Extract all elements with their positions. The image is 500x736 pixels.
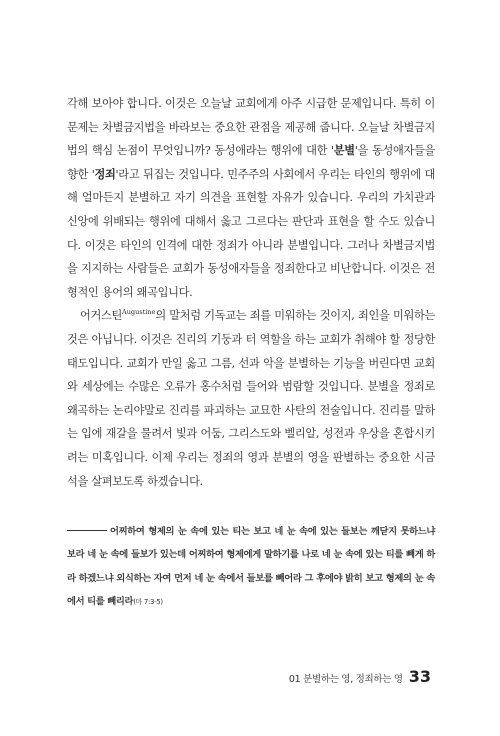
quote-reference: (마 7:3-5) (133, 598, 163, 607)
scripture-quote (67, 520, 435, 615)
quote-dash (67, 530, 107, 531)
paragraph-1 (67, 92, 435, 304)
page-number: 33 (408, 667, 431, 686)
body-text (67, 92, 435, 493)
paragraph-1-part-d: '라고 뒤집는 것입니다. 민주주의 사회에서 우리는 타인의 행위에 대해 얼마든지 분별하고 자기 의견을 표현할 자유가 있습니다. 우리의 가치관과 신앙에 위배되는 행위에 대해서 옳고 그르다는 판단과 표현을 할 수도 있습니다. 이것은 타인의 인격에 대한 정죄가 아니라 분별입니다. 그러나 차별금지법을 지지하는 사람들은 교회가 동성애자들을 정죄한다고 비난합니다. 이것은 전형적인 용어의 왜곡입니다. (67, 167, 436, 299)
paragraph-1-part-a: 각해 보아야 합니다. 이것은 오늘날 교회에게 아주 시급한 문제입니다. 특히 이 문제는 차별금지법을 바라보는 중요한 관점을 제공해 줍니다. 오늘날 차별금지법의 핵심 논점이 무엇입니까? 동성애라는 행위에 대한 ' (67, 97, 435, 158)
augustine-name: 어거스틴 (80, 309, 123, 323)
quote-text: 어찌하여 형제의 눈 속에 있는 티는 보고 네 눈 속에 있는 들보는 깨닫지 못하느냐 보라 네 눈 속에 들보가 있는데 어찌하여 형제에게 말하기를 나로 네 눈 속에 있는 티를 빼게 하라 하겠느냐 외식하는 자여 먼저 네 눈 속에서 들보를 빼어라 그 후에야 밝히 보고 형제의 눈 속에서 티를 빼리라 (67, 526, 435, 608)
page-footer (289, 667, 431, 686)
emphasis-condemnation: 정죄 (94, 166, 116, 181)
augustine-superscript: Augustine (122, 308, 156, 317)
paragraph-1-part-c: '을 동성애자들을 향한 ' (67, 144, 435, 181)
emphasis-discernment: 분별 (333, 143, 355, 158)
chapter-title: 01 분별하는 영, 정죄하는 영 (288, 674, 403, 685)
paragraph-2-body: 의 말처럼 기독교는 죄를 미워하는 것이지, 죄인을 미워하는 것은 아닙니다. 이것은 진리의 기둥과 터 역할을 하는 교회가 취해야 할 정당한 태도입니다. 교회가 만일 옳고 그름, 선과 악을 분별하는 기능을 버린다면 교회와 세상에는 수많은 오류가 홍수처럼 들어와 범람할 것입니다. 분별을 정죄로 왜곡하는 논리야말로 진리를 파괴하는 교묘한 사탄의 전술입니다. 진리를 말하는 입에 재갈을 물려서 빛과 어둠, 그리스도와 벨리알, 성전과 우상을 혼합시키려는 미혹입니다. 이제 우리는 정죄의 영과 분별의 영을 판별하는 중요한 시금석을 살펴보도록 하겠습니다. (67, 309, 435, 488)
paragraph-2 (67, 304, 435, 493)
